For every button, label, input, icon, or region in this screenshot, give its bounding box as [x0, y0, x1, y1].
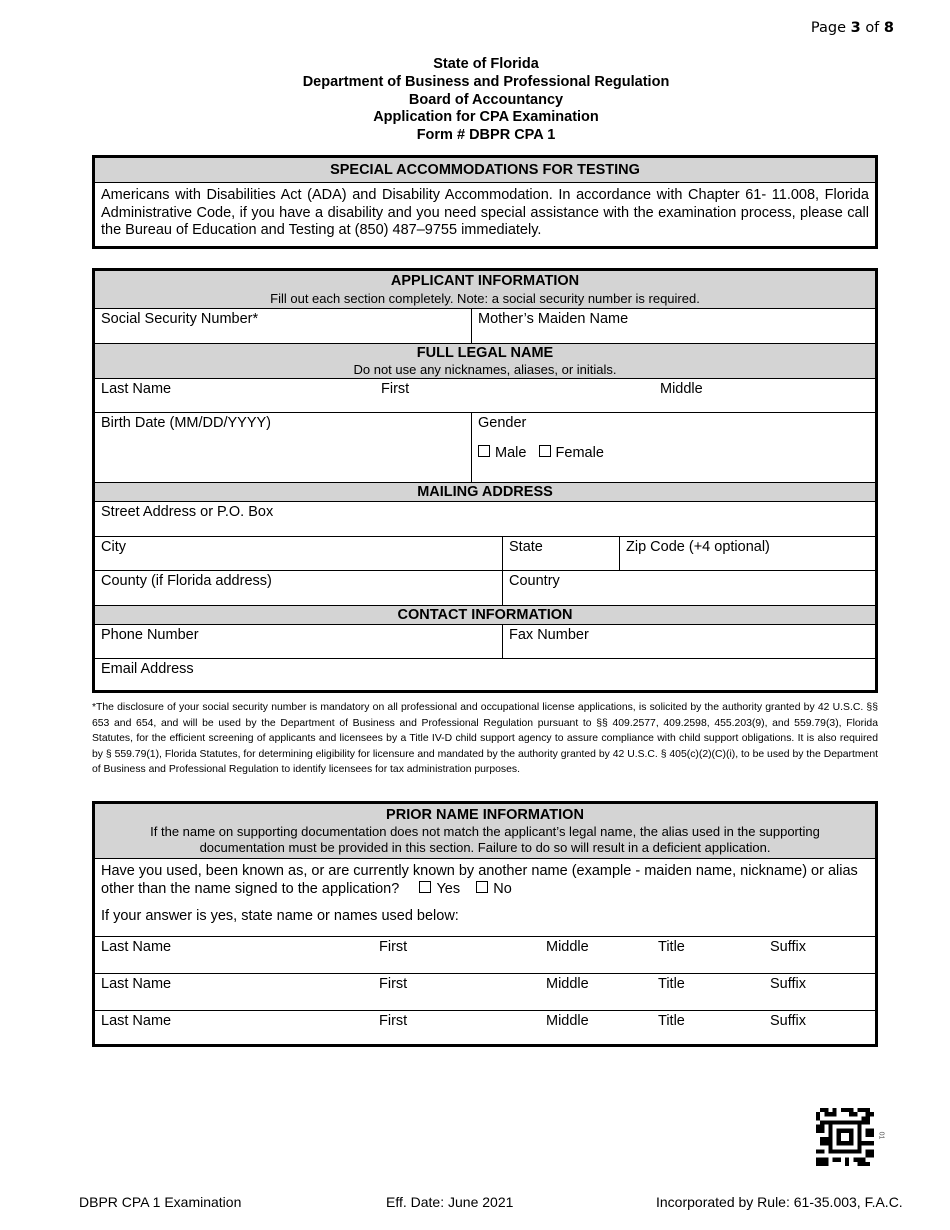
- prior-last-name-field[interactable]: Last Name: [101, 976, 172, 992]
- header-line: Form # DBPR CPA 1: [416, 127, 556, 144]
- prior-last-name-field[interactable]: Last Name: [101, 939, 172, 955]
- prior-name-section: [92, 801, 878, 1047]
- prior-name-row: [95, 1011, 875, 1044]
- prior-suffix-field[interactable]: Suffix: [770, 1013, 807, 1029]
- prior-title-field[interactable]: Title: [658, 1013, 685, 1029]
- prior-name-row: [95, 974, 875, 1011]
- zip-code-field[interactable]: Zip Code (+4 optional): [619, 537, 875, 570]
- prior-first-name-field[interactable]: First: [379, 1013, 408, 1029]
- full-legal-name-band: FULL LEGAL NAME Do not use any nicknames, aliases, or initials.: [95, 344, 875, 379]
- middle-name-field[interactable]: Middle: [660, 381, 703, 397]
- male-checkbox[interactable]: Male: [478, 445, 526, 461]
- section-title: SPECIAL ACCOMMODATIONS FOR TESTING: [95, 158, 875, 183]
- footer-form-name: DBPR CPA 1 Examination: [79, 1194, 242, 1210]
- prior-first-name-field[interactable]: First: [379, 976, 408, 992]
- footer-rule: Incorporated by Rule: 61-35.003, F.A.C.: [656, 1194, 903, 1210]
- special-accommodations-section: [92, 155, 878, 249]
- page-number: Page 3 of 8: [810, 20, 894, 36]
- email-row: [95, 659, 875, 694]
- prior-last-name-field[interactable]: Last Name: [101, 1013, 172, 1029]
- state-field[interactable]: State: [502, 537, 619, 570]
- prior-title-field[interactable]: Title: [658, 976, 685, 992]
- country-field[interactable]: Country: [502, 571, 875, 605]
- checkbox-icon: [419, 881, 431, 893]
- mothers-maiden-name-field[interactable]: Mother’s Maiden Name: [471, 309, 875, 343]
- checkbox-icon: [539, 445, 551, 457]
- yes-checkbox[interactable]: Yes: [419, 881, 460, 897]
- street-address-field[interactable]: Street Address or P.O. Box: [101, 504, 274, 520]
- gender-field: Gender Male Female: [471, 413, 875, 482]
- header-line: State of Florida: [433, 56, 539, 72]
- special-accommodations-text: Americans with Disabilities Act (ADA) and Disability Accommodation. In accordance with Chapter 61- 11.008, Florida Administrative Code, if you have a disability and you need special assistance with the examination process, please call the Bureau of Education and Testing at (850) 487–9755 immediately.: [101, 187, 869, 238]
- birth-date-field[interactable]: Birth Date (MM/DD/YYYY): [101, 415, 271, 431]
- phone-row: [95, 625, 875, 659]
- qr-code-label: 01: [877, 1131, 885, 1140]
- applicant-subtitle: Fill out each section completely. Note: a social security number is required.: [270, 291, 700, 306]
- section-title: [95, 271, 875, 309]
- city-row: [95, 537, 875, 571]
- city-field[interactable]: City: [101, 539, 126, 555]
- first-name-field[interactable]: First: [381, 381, 410, 397]
- header-line: Department of Business and Professional Regulation: [302, 73, 670, 90]
- checkbox-icon: [478, 445, 490, 457]
- prior-name-question: Have you used, been known as, or are currently known by another name (example - maiden name, nickname) or alias other than the name signed to the application? Yes No If your answer is yes, state name or names used below:: [95, 859, 875, 937]
- form-header: [0, 56, 950, 145]
- footer-effective-date: Eff. Date: June 2021: [386, 1194, 514, 1210]
- prior-first-name-field[interactable]: First: [379, 939, 408, 955]
- prior-middle-name-field[interactable]: Middle: [546, 1013, 589, 1029]
- fax-number-field[interactable]: Fax Number: [502, 625, 875, 658]
- female-checkbox[interactable]: Female: [539, 445, 604, 461]
- ssn-disclosure-text: *The disclosure of your social security number is mandatory on all professional and occupational license applications, is solicited by the authority granted by 42 U.S.C. §§ 653 and 654, and will be used by the Department of Business and Professional Regulation pursuant to §§ 409.2577, 409.2598, 455.203(9), and 559.79(3), Florida Statutes, for the efficient screening of applicants and licensees by a Title IV-D child support agency to assure compliance with child support obligations. It is also required by § 559.79(1), Florida Statutes, for determining eligibility for licensure and mandated by the authority granted by 42 U.S.C. § 405(c)(2)(C)(i), to be used by the Department of Business and Professional Regulation to identify licensees for tax administration purposes.: [92, 702, 878, 776]
- header-line: Board of Accountancy: [408, 91, 564, 108]
- applicant-title: APPLICANT INFORMATION: [390, 273, 580, 289]
- prior-middle-name-field[interactable]: Middle: [546, 976, 589, 992]
- applicant-information-section: [92, 268, 878, 693]
- birth-gender-row: [95, 413, 875, 483]
- phone-number-field[interactable]: Phone Number: [101, 627, 199, 643]
- ssn-row: [95, 309, 875, 344]
- street-row: [95, 502, 875, 537]
- prior-middle-name-field[interactable]: Middle: [546, 939, 589, 955]
- contact-information-band: CONTACT INFORMATION: [95, 606, 875, 625]
- header-line: Application for CPA Examination: [373, 109, 599, 126]
- county-row: [95, 571, 875, 606]
- county-field[interactable]: County (if Florida address): [101, 573, 272, 589]
- no-checkbox[interactable]: No: [476, 881, 512, 897]
- checkbox-icon: [476, 881, 488, 893]
- prior-suffix-field[interactable]: Suffix: [770, 976, 807, 992]
- section-title: PRIOR NAME INFORMATION If the name on supporting documentation does not match the applicant’s legal name, the alias used in the supporting documentation must be provided in this section. Failure to do so will result in a deficient application.: [95, 804, 875, 859]
- qr-code-icon: [816, 1108, 874, 1166]
- mailing-address-band: MAILING ADDRESS: [95, 483, 875, 502]
- email-address-field[interactable]: Email Address: [101, 661, 194, 677]
- prior-suffix-field[interactable]: Suffix: [770, 939, 807, 955]
- last-name-field[interactable]: Last Name: [101, 381, 172, 397]
- prior-name-row: [95, 937, 875, 974]
- legal-name-row: [95, 379, 875, 413]
- ssn-field[interactable]: Social Security Number*: [101, 311, 259, 327]
- prior-title-field[interactable]: Title: [658, 939, 685, 955]
